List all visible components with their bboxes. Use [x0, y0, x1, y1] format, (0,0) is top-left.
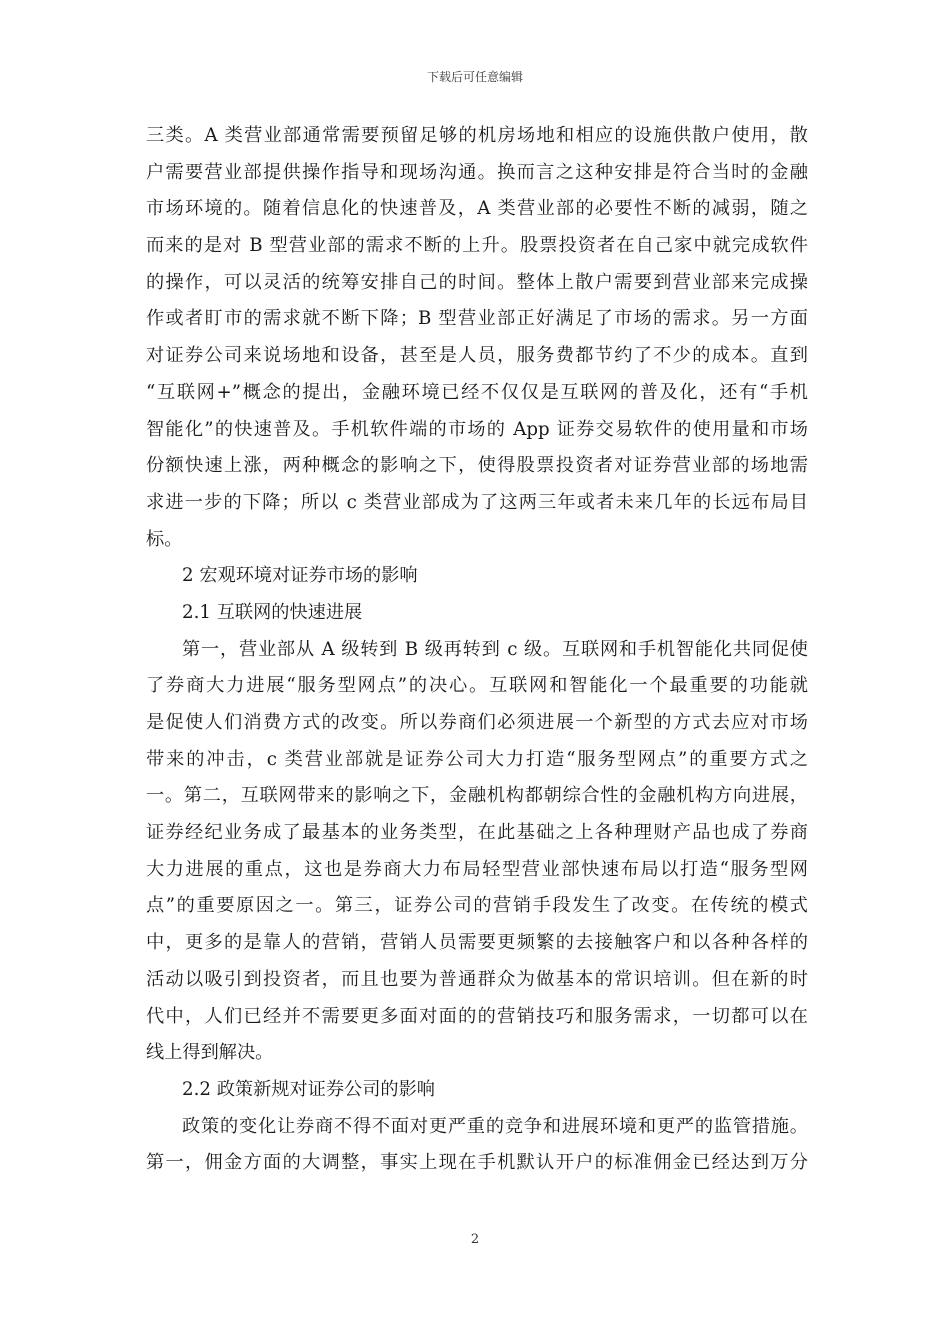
text-line: 智能化”的快速普及。手机软件端的市场的 App 证券交易软件的使用量和市场 — [146, 418, 808, 440]
subsection-heading: 2.2 政策新规对证券公司的影响 — [182, 1078, 435, 1100]
text-line: 第一，营业部从 A 级转到 B 级再转到 c 级。互联网和手机智能化共同促使 — [182, 638, 808, 660]
text-line: 中，更多的是靠人的营销，营销人员需要更频繁的去接触客户和以各种各样的 — [146, 932, 808, 954]
text-line: 一。第二，互联网带来的影响之下，金融机构都朝综合性的金融机构方向进展， — [146, 785, 808, 807]
text-line: 是促使人们消费方式的改变。所以券商们必须进展一个新型的方式去应对市场 — [146, 712, 808, 733]
subsection-heading: 2.1 互联网的快速进展 — [182, 601, 363, 623]
text-line: 份额快速上涨，两种概念的影响之下，使得股票投资者对证券营业部的场地需 — [146, 455, 808, 477]
text-line: 线上得到解决。 — [146, 1042, 274, 1064]
text-line: 了券商大力进展“服务型网点”的决心。互联网和智能化一个最重要的功能就 — [146, 675, 808, 697]
document-body — [146, 118, 808, 1182]
text-line: 市场环境的。随着信息化的快速普及，A 类营业部的必要性不断的减弱，随之 — [146, 198, 808, 220]
text-line: 标。 — [146, 528, 183, 550]
section-heading: 2 宏观环境对证券市场的影响 — [182, 565, 418, 587]
text-line: 而来的是对 B 型营业部的需求不断的上升。股票投资者在自己家中就完成软件 — [146, 235, 808, 257]
text-line: 作或者盯市的需求就不断下降；B 型营业部正好满足了市场的需求。另一方面 — [146, 308, 808, 330]
text-line: 对证券公司来说场地和设备，甚至是人员，服务费都节约了不少的成本。直到 — [146, 345, 808, 367]
page-number: 2 — [470, 1232, 480, 1247]
text-line: 第一，佣金方面的大调整，事实上现在手机默认开户的标准佣金已经达到万分 — [146, 1152, 808, 1174]
text-line: 带来的冲击，c 类营业部就是证券公司大力打造“服务型网点”的重要方式之 — [146, 748, 808, 770]
text-line: 政策的变化让券商不得不面对更严重的竞争和进展环境和更严的监管措施。 — [182, 1115, 808, 1137]
text-line: 大力进展的重点，这也是券商大力布局轻型营业部快速布局以打造“服务型网 — [146, 858, 808, 880]
text-line: 求进一步的下降；所以 c 类营业部成为了这两三年或者未来几年的长远布局目 — [146, 491, 808, 513]
text-line: 代中，人们已经并不需要更多面对面的的营销技巧和服务需求，一切都可以在 — [146, 1005, 808, 1027]
text-line: 三类。A 类营业部通常需要预留足够的机房场地和相应的设施供散户使用，散 — [146, 125, 808, 146]
text-line: “互联网+”概念的提出，金融环境已经不仅仅是互联网的普及化，还有“手机 — [146, 381, 808, 403]
text-line: 点”的重要原因之一。第三，证券公司的营销手段发生了改变。在传统的模式 — [146, 895, 808, 917]
text-line: 的操作，可以灵活的统筹安排自己的时间。整体上散户需要到营业部来完成操 — [146, 271, 808, 293]
page-header: 下载后可任意编辑 — [426, 70, 523, 84]
text-line: 证券经纪业务成了最基本的业务类型，在此基础之上各种理财产品也成了券商 — [146, 822, 808, 844]
text-line: 活动以吸引到投资者，而且也要为普通群众为做基本的常识培训。但在新的时 — [146, 968, 808, 990]
text-line: 户需要营业部提供操作指导和现场沟通。换而言之这种安排是符合当时的金融 — [146, 161, 808, 183]
